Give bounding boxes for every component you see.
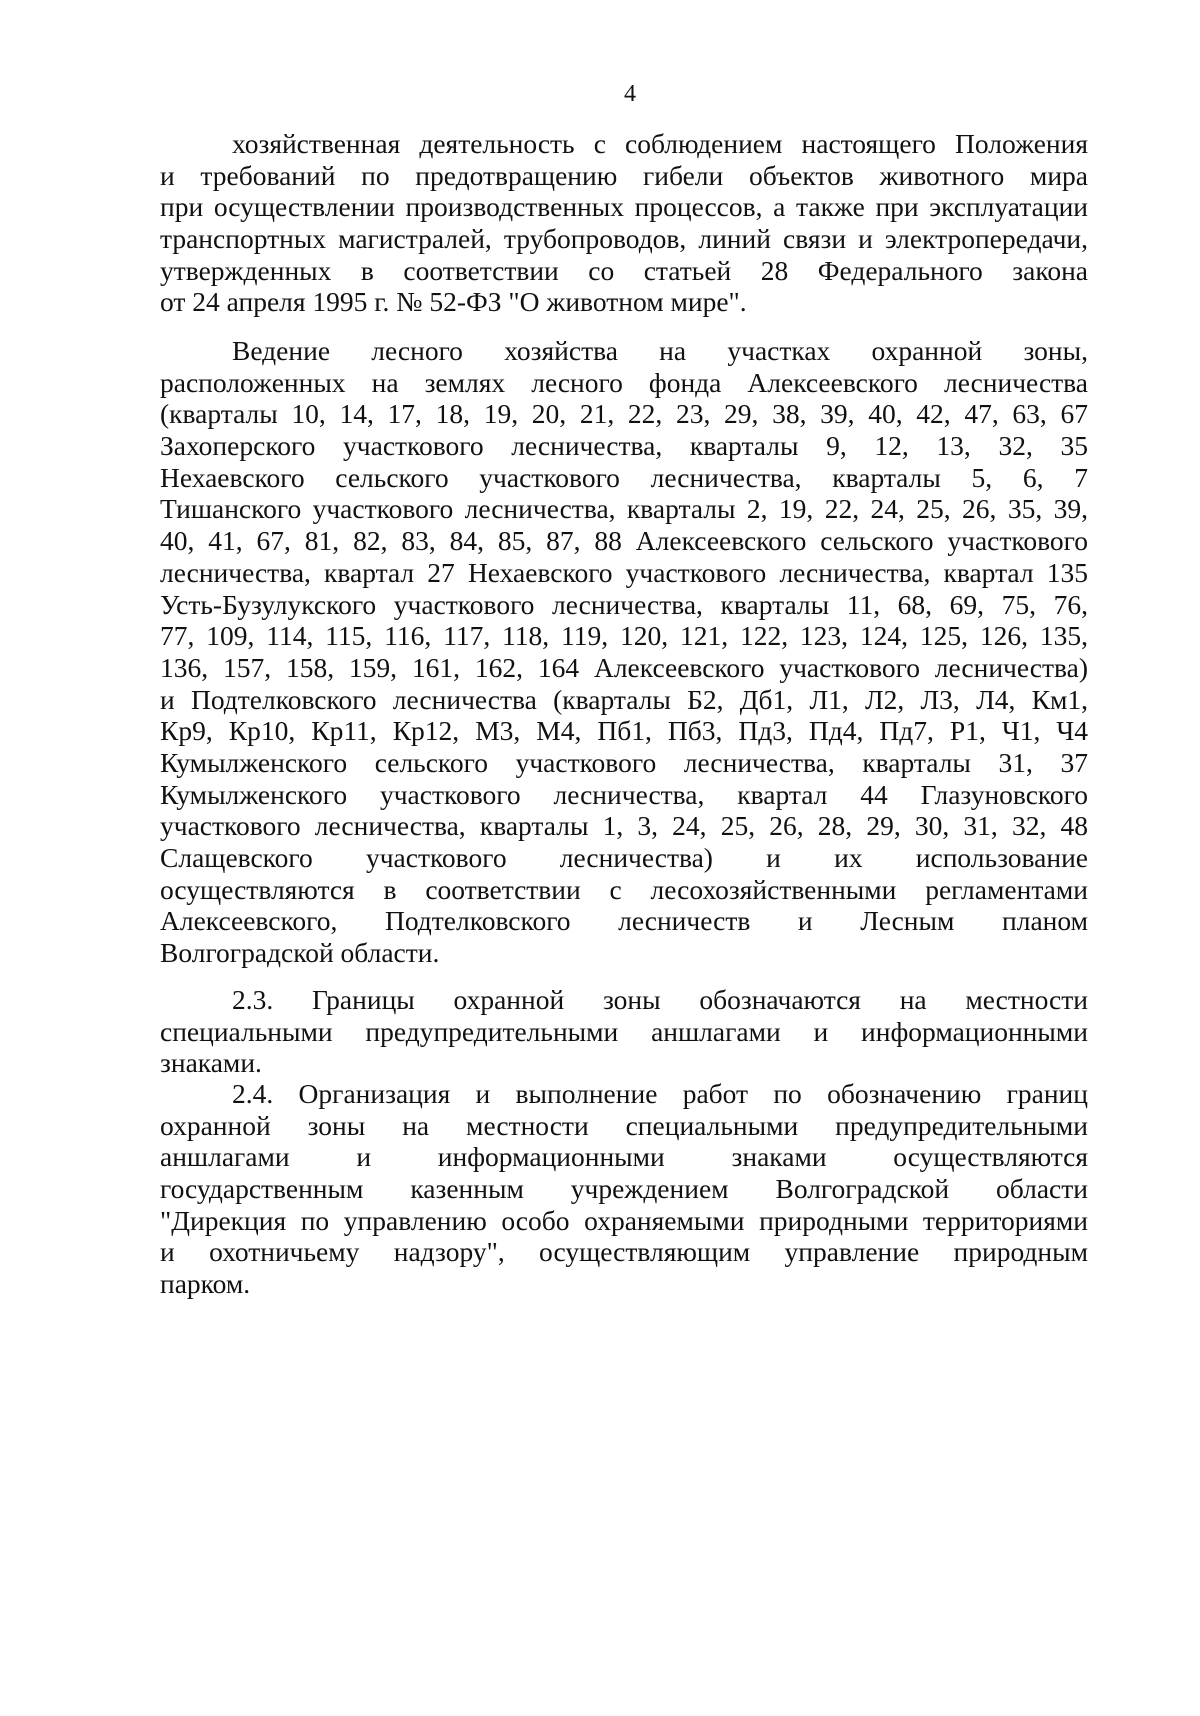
paragraph-line: аншлагами и информационными знаками осуществляются [160, 1141, 1088, 1173]
paragraph-line: утвержденных в соответствии со статьей 28 Федерального закона [160, 254, 1088, 286]
paragraph-line: Захоперского участкового лесничества, кварталы 9, 12, 13, 32, 35 [160, 430, 1088, 462]
paragraph-line: участкового лесничества, кварталы 1, 3, 24, 25, 26, 28, 29, 30, 31, 32, 48 [160, 810, 1088, 842]
paragraph-line: Тишанского участкового лесничества, кварталы 2, 19, 22, 24, 25, 26, 35, 39, [160, 493, 1088, 525]
paragraph-line: 2.3. Границы охранной зоны обозначаются на местности [232, 984, 1088, 1015]
paragraph-continuation [160, 128, 1088, 318]
paragraph-line: 40, 41, 67, 81, 82, 83, 84, 85, 87, 88 Алексеевского сельского участкового [160, 525, 1088, 557]
paragraph-line: парком. [160, 1268, 251, 1300]
paragraph-line: и охотничьему надзору", осуществляющим управление природным [160, 1236, 1088, 1268]
paragraph-line: Кр9, Кр10, Кр11, Кр12, М3, М4, Пб1, Пб3, Пд3, Пд4, Пд7, Р1, Ч1, Ч4 [160, 715, 1088, 747]
paragraph-line: Волгоградской области. [160, 937, 440, 969]
paragraph-line: 2.4. Организация и выполнение работ по обозначению границ [232, 1078, 1088, 1109]
paragraph-line: Слащевского участкового лесничества) и их использование [160, 842, 1088, 873]
paragraph-line: 77, 109, 114, 115, 116, 117, 118, 119, 120, 121, 122, 123, 124, 125, 126, 135, [160, 620, 1088, 652]
paragraph-line: от 24 апреля 1995 г. № 52-ФЗ "О животном мире". [160, 286, 747, 318]
paragraph-line: Кумылженского сельского участкового лесничества, кварталы 31, 37 [160, 746, 1088, 778]
paragraph-line: Усть-Бузулукского участкового лесничества, кварталы 11, 68, 69, 75, 76, [160, 588, 1088, 620]
paragraph-line: государственным казенным учреждением Волгоградской области [160, 1173, 1088, 1205]
paragraph-line: Ведение лесного хозяйства на участках охранной зоны, [232, 335, 1088, 366]
paragraph-line: Алексеевского, Подтелковского лесничеств и Лесным планом [160, 905, 1088, 937]
paragraph-line: хозяйственная деятельность с соблюдением настоящего Положения [232, 128, 1088, 159]
paragraph-line: и Подтелковского лесничества (кварталы Б2, Дб1, Л1, Л2, Л3, Л4, Км1, [160, 683, 1088, 715]
paragraph-line: лесничества, квартал 27 Нехаевского участкового лесничества, квартал 135 [160, 556, 1088, 588]
paragraph-line: Кумылженского участкового лесничества, квартал 44 Глазуновского [160, 778, 1088, 810]
paragraph-line: расположенных на землях лесного фонда Алексеевского лесничества [160, 366, 1088, 398]
paragraph-line: 136, 157, 158, 159, 161, 162, 164 Алексеевского участкового лесничества) [160, 651, 1088, 683]
paragraph-line: и требований по предотвращению гибели объектов животного мира [160, 159, 1088, 191]
paragraph-forestry [160, 335, 1088, 969]
paragraph-line: знаками. [160, 1047, 262, 1079]
paragraph-line: транспортных магистралей, трубопроводов, линий связи и электропередачи, [160, 223, 1088, 255]
paragraph-line: охранной зоны на местности специальными предупредительными [160, 1109, 1088, 1141]
paragraph-line: Нехаевского сельского участкового лесничества, кварталы 5, 6, 7 [160, 461, 1088, 493]
page-number: 4 [624, 81, 636, 107]
paragraph-line: специальными предупредительными аншлагами и информационными [160, 1015, 1088, 1047]
paragraph-2-4 [160, 1078, 1088, 1300]
paragraph-2-3 [160, 984, 1088, 1079]
paragraph-line: "Дирекция по управлению особо охраняемыми природными территориями [160, 1204, 1088, 1236]
paragraph-line: при осуществлении производственных процессов, а также при эксплуатации [160, 191, 1088, 223]
paragraph-line: осуществляются в соответствии с лесохозяйственными регламентами [160, 873, 1088, 905]
paragraph-line: (кварталы 10, 14, 17, 18, 19, 20, 21, 22, 23, 29, 38, 39, 40, 42, 47, 63, 67 [160, 398, 1088, 430]
